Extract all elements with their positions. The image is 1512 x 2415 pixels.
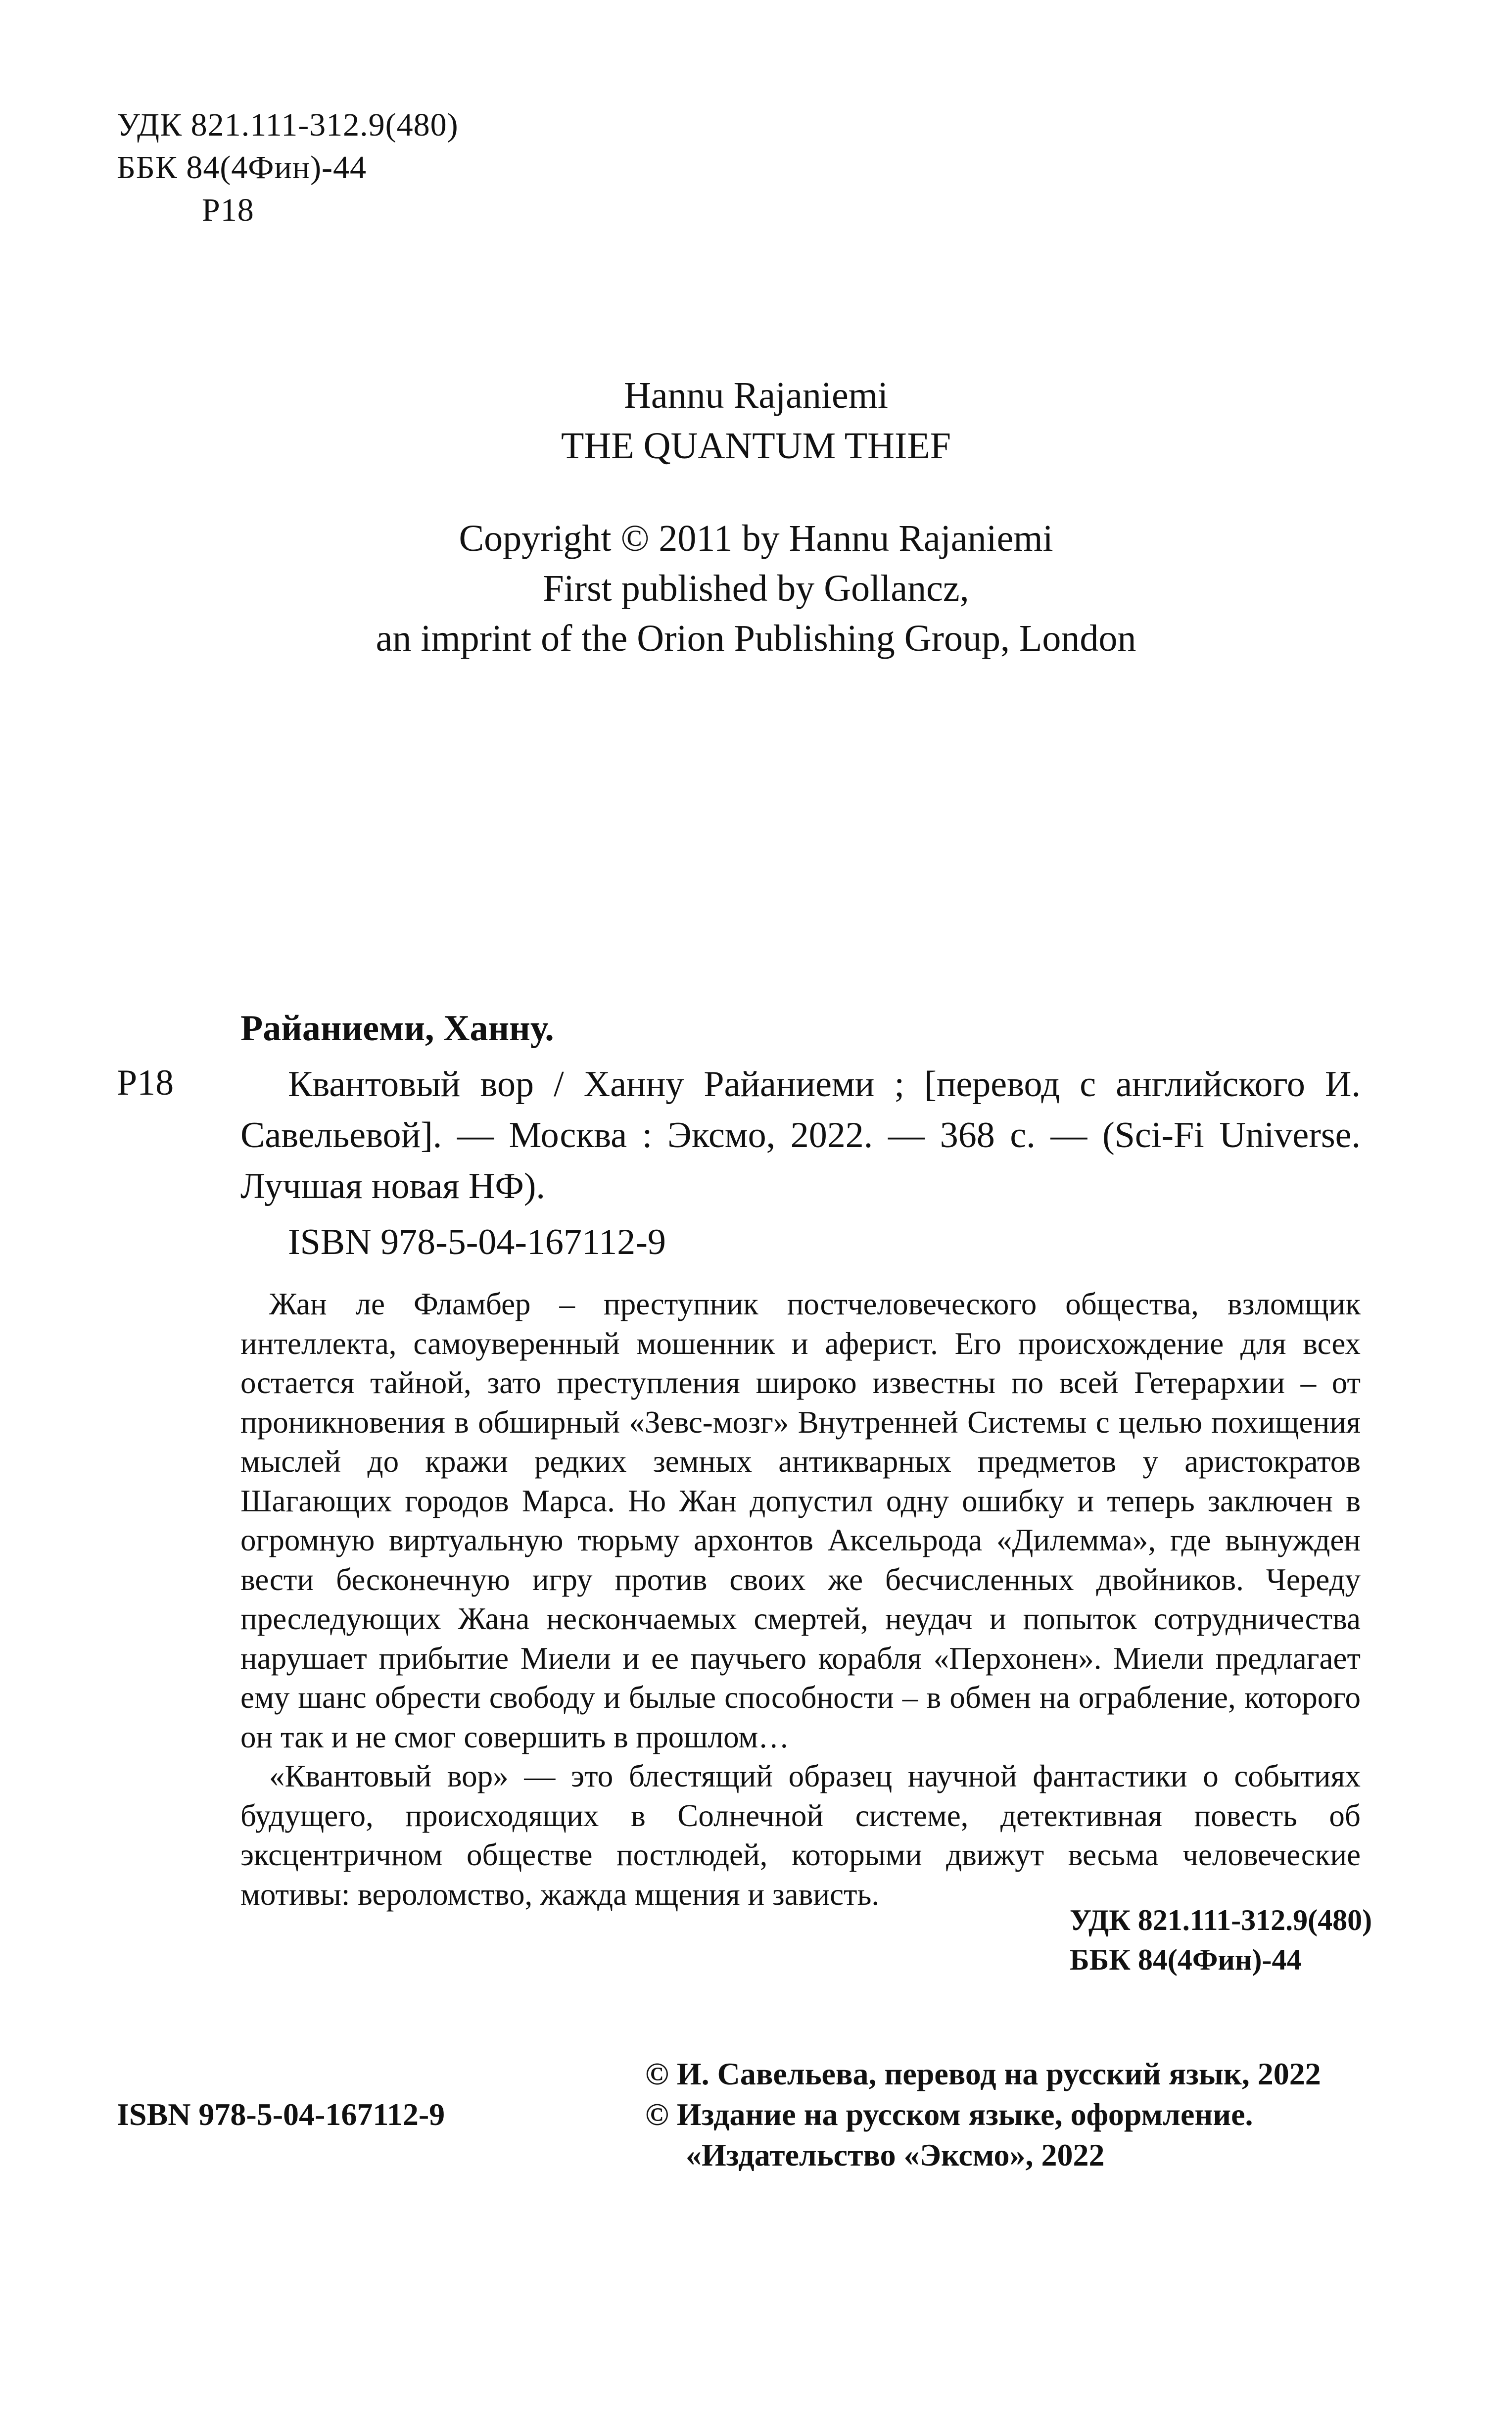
original-author: Hannu Rajaniemi — [624, 375, 888, 416]
edition-copyright: © Издание на русском языке, оформление. — [645, 2097, 1253, 2132]
annotation — [240, 1285, 1361, 1914]
annotation-paragraph: «Квантовый вор» — это блестящий образец научной фантастики о событиях будущего, происходящих в Солнечной системе, детективная повесть об эксцентричном обществе постлюдей, которыми движут весьма человеческие мотивы: вероломство, жажда мщения и зависть. — [240, 1759, 1361, 1912]
publisher-copyright: «Издательство «Эксмо», 2022 — [686, 2137, 1105, 2173]
imprint-line: an imprint of the Orion Publishing Group, London — [376, 618, 1136, 659]
translation-copyright: © И. Савельева, перевод на русский язык, 2022 — [645, 2056, 1321, 2091]
bottom-isbn: ISBN 978-5-04-167112-9 — [117, 2097, 445, 2132]
catalog-isbn: ISBN 978-5-04-167112-9 — [288, 1222, 666, 1262]
bbk-code: ББК 84(4Фин)-44 — [117, 149, 367, 186]
catalog-description: Квантовый вор / Ханну Райаниеми ; [перевод с английского И. Савельевой]. — Москва : Эксмо, 2022. — 368 с. — (Sci-Fi Universe. Лучшая новая НФ). — [240, 1064, 1361, 1207]
annotation-paragraph: Жан ле Фламбер – преступник постчеловеческого общества, взломщик интеллекта, самоуверенный мошенник и аферист. Его происхождение для всех остается тайной, зато преступления широко известны по всей Гетерархии – от проникновения в обширный «Зевс-мозг» Внутренней Системы с целью похищения мыслей до кражи редких земных антикварных предметов у аристократов Шагающих городов Марса. Но Жан допустил одну ошибку и теперь заключен в огромную виртуальную тюрьму архонтов Аксельрода «Дилемма», где вынужден вести бесконечную игру против своих же бесчисленных двойников. Череду преследующих Жана нескончаемых смертей, неудач и попыток сотрудничества нарушает прибытие Миели и ее паучьего корабля «Перхонен». Миели предлагает ему шанс обрести свободу и былые способности – в обмен на ограбление, которого он так и не смог совершить в прошлом… — [240, 1287, 1361, 1754]
copyright-line: Copyright © 2011 by Hannu Rajaniemi — [459, 518, 1053, 559]
author-sign-code: Р18 — [202, 192, 254, 228]
codes-right-block — [1070, 1900, 1372, 1980]
udk-code: УДК 821.111-312.9(480) — [117, 107, 459, 143]
udk-code-bottom: УДК 821.111-312.9(480) — [1070, 1904, 1372, 1936]
catalog-code: Р18 — [117, 1063, 174, 1103]
bottom-copyright-block — [645, 2054, 1321, 2175]
copyright-block — [0, 514, 1512, 664]
bbk-code-bottom: ББК 84(4Фин)-44 — [1070, 1943, 1302, 1976]
original-edition-block — [0, 370, 1512, 471]
publisher-line: First published by Gollancz, — [543, 568, 969, 609]
classification-block — [117, 104, 459, 232]
catalog-author-heading: Райаниеми, Ханну. — [240, 1008, 554, 1049]
original-title: THE QUANTUM THIEF — [561, 425, 951, 467]
